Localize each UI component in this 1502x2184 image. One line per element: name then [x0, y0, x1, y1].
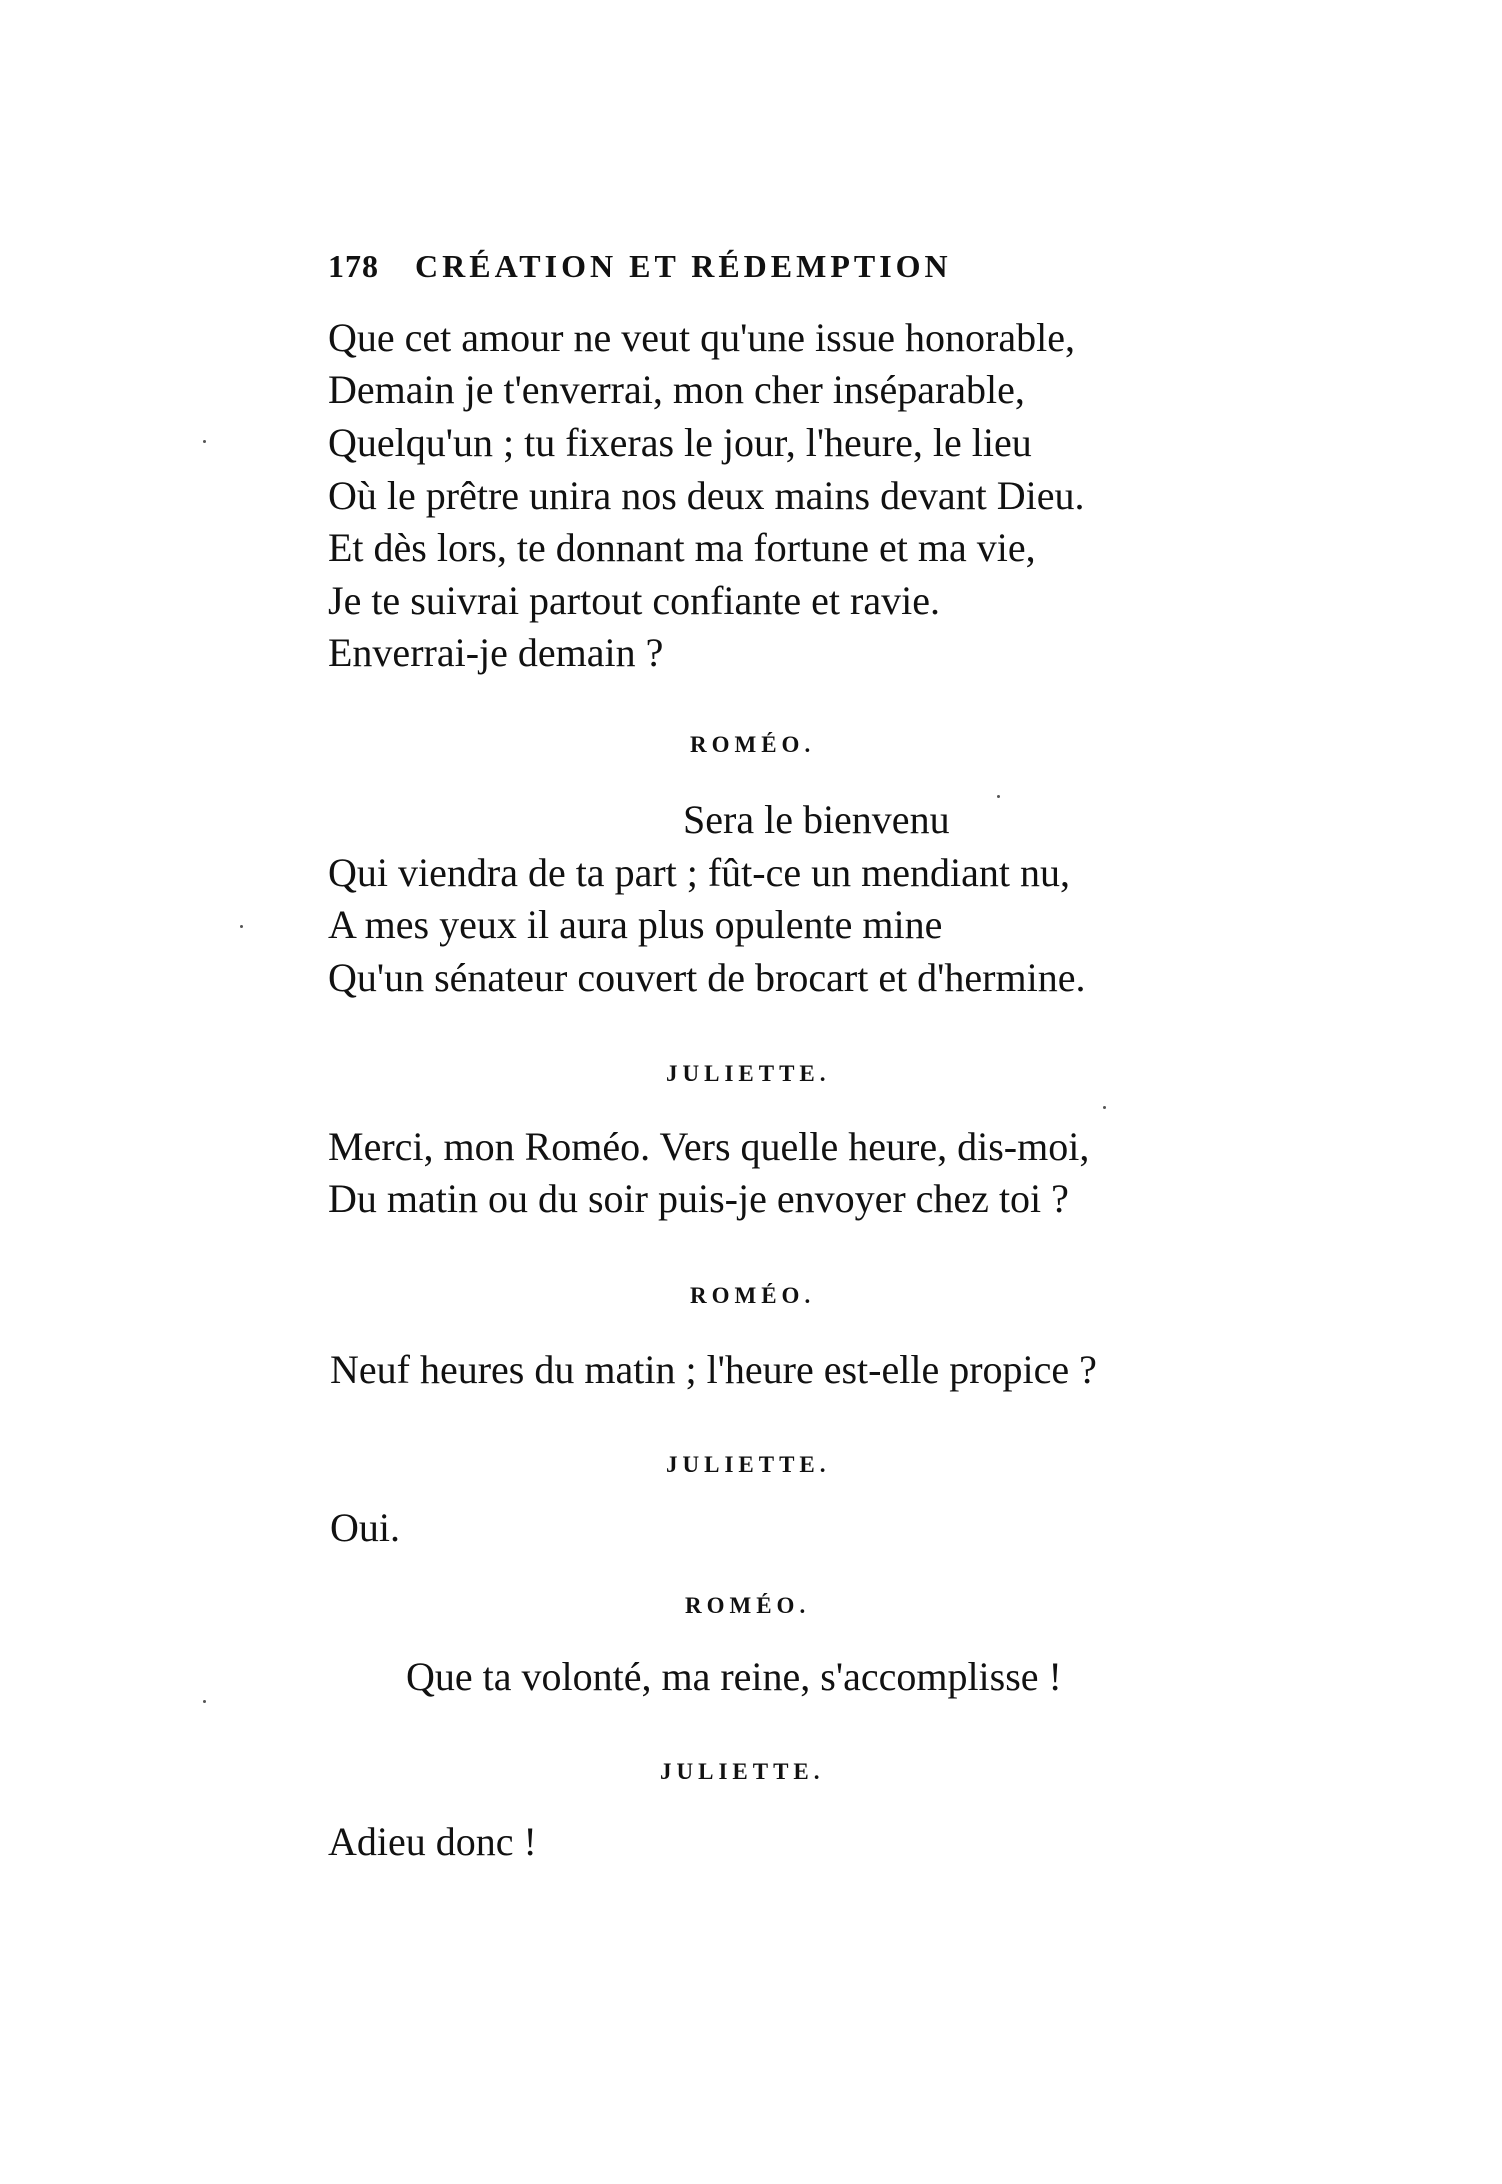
scan-speck: [997, 795, 1000, 798]
verse-line: Du matin ou du soir puis-je envoyer chez toi ?: [328, 1176, 1069, 1221]
scan-speck: [1103, 1106, 1106, 1109]
speaker-juliette: JULIETTE.: [666, 1452, 831, 1477]
scan-speck: [203, 1700, 206, 1703]
verse-line: Et dès lors, te donnant ma fortune et ma vie,: [328, 525, 1036, 570]
verse-line: Où le prêtre unira nos deux mains devant Dieu.: [328, 473, 1085, 518]
verse-line: Quelqu'un ; tu fixeras le jour, l'heure, le lieu: [328, 420, 1032, 465]
verse-line: Demain je t'enverrai, mon cher inséparable,: [328, 367, 1025, 412]
speaker-juliette: JULIETTE.: [660, 1759, 825, 1784]
verse-line: Je te suivrai partout confiante et ravie.: [328, 578, 940, 623]
speaker-romeo: ROMÉO.: [690, 732, 816, 757]
verse-line: Merci, mon Roméo. Vers quelle heure, dis-moi,: [328, 1124, 1090, 1169]
speaker-romeo: ROMÉO.: [685, 1593, 811, 1618]
speaker-juliette: JULIETTE.: [666, 1061, 831, 1086]
verse-line: Qu'un sénateur couvert de brocart et d'hermine.: [328, 955, 1086, 1000]
scan-speck: [240, 925, 243, 928]
verse-line: Que cet amour ne veut qu'une issue honorable,: [328, 315, 1075, 360]
page-number: 178: [328, 248, 379, 284]
verse-line: Qui viendra de ta part ; fût-ce un mendiant nu,: [328, 850, 1070, 895]
verse-line: Neuf heures du matin ; l'heure est-elle propice ?: [330, 1347, 1097, 1392]
running-title: CRÉATION ET RÉDEMPTION: [415, 248, 952, 284]
speaker-romeo: ROMÉO.: [690, 1283, 816, 1308]
verse-line: Adieu donc !: [328, 1819, 537, 1864]
running-header: [328, 248, 952, 285]
verse-line: A mes yeux il aura plus opulente mine: [328, 902, 943, 947]
verse-line: Sera le bienvenu: [683, 797, 950, 842]
verse-line: Que ta volonté, ma reine, s'accomplisse !: [406, 1654, 1062, 1699]
scan-speck: [203, 440, 206, 443]
verse-line: Enverrai-je demain ?: [328, 630, 664, 675]
verse-line: Oui.: [330, 1505, 400, 1550]
